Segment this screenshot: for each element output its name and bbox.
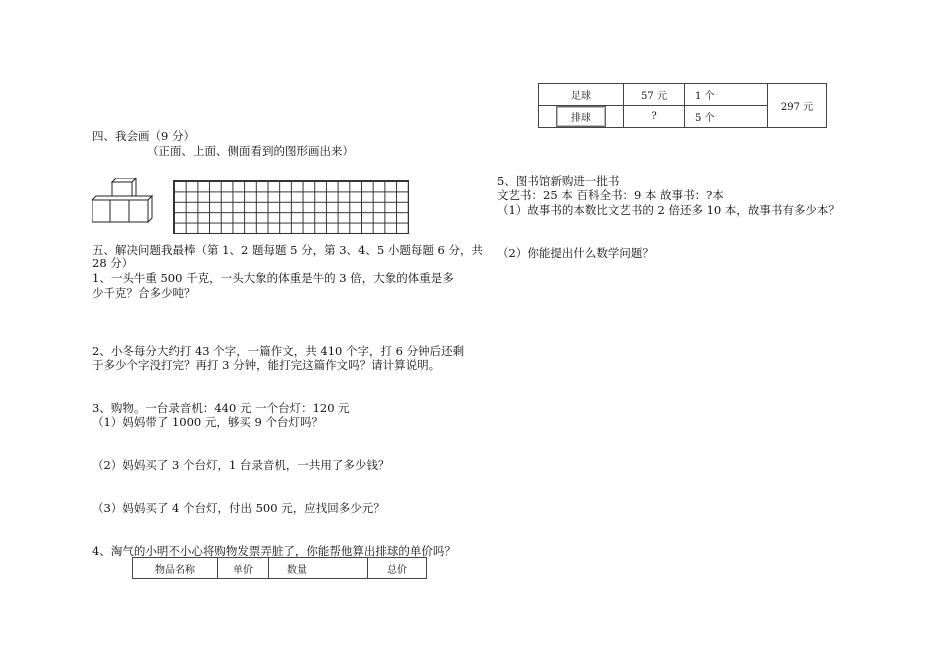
table-row bbox=[539, 84, 827, 106]
question-5-part-2: （2）你能提出什么数学问题？ bbox=[497, 246, 654, 260]
question-2: 2、小冬每分大约打 43 个字，一篇作文，共 410 个字，打 6 分钟后还剩 bbox=[92, 344, 465, 358]
invoice-table-continued bbox=[538, 83, 827, 128]
section-4-heading: 四、我会画（9 分） bbox=[92, 129, 195, 143]
header-unit-price: 单价 bbox=[218, 558, 269, 579]
section-5-heading-cont: 28 分） bbox=[92, 256, 134, 270]
section-4-subheading: （正面、上面、侧面看到的图形画出来） bbox=[147, 144, 354, 158]
question-1-cont: 少千克？合多少吨？ bbox=[92, 286, 196, 300]
question-3-part-1: （1）妈妈带了 1000 元，够买 9 个台灯吗？ bbox=[92, 415, 324, 429]
question-2-cont: 于多少个字没打完？再打 3 分钟，能打完这篇作文吗？请计算说明。 bbox=[92, 358, 441, 372]
unit-price-cell: 57 元 bbox=[624, 84, 685, 106]
question-5: 5、图书馆新购进一批书 bbox=[497, 174, 620, 188]
question-3-part-2: （2）妈妈买了 3 个台灯，1 台录音机，一共用了多少钱？ bbox=[92, 458, 390, 472]
quantity-cell: 1 个 bbox=[685, 84, 768, 106]
question-3: 3、购物。一台录音机：440 元 一个台灯：120 元 bbox=[92, 401, 350, 415]
question-5-part-1: （1）故事书的本数比文艺书的 2 倍还多 10 本，故事书有多少本？ bbox=[497, 203, 840, 217]
header-quantity: 数量 bbox=[269, 558, 368, 579]
volleyball-label: 排球 bbox=[556, 106, 606, 127]
question-1: 1、一头牛重 500 千克，一头大象的体重是牛的 3 倍，大象的体重是多 bbox=[92, 271, 454, 285]
invoice-table bbox=[132, 557, 427, 579]
question-5-books: 文艺书：25 本 百科全书：9 本 故事书：?本 bbox=[497, 188, 724, 202]
item-name-cell: 足球 bbox=[539, 84, 624, 106]
cube-stack-drawing bbox=[92, 178, 156, 224]
question-4: 4、淘气的小明不小心将购物发票弄脏了，你能帮他算出排球的单价吗？ bbox=[92, 544, 456, 558]
section-5-heading: 五、解决问题我最棒（第 1、2 题每题 5 分，第 3、4、5 小题每题 6 分，共 bbox=[92, 243, 483, 257]
drawing-grid[interactable] bbox=[173, 180, 409, 234]
item-name-cell bbox=[539, 106, 624, 128]
quantity-cell: 5 个 bbox=[685, 106, 768, 128]
header-total-price: 总价 bbox=[368, 558, 427, 579]
header-item-name: 物品名称 bbox=[133, 558, 218, 579]
table-header-row bbox=[133, 558, 427, 579]
question-3-part-3: （3）妈妈买了 4 个台灯，付出 500 元，应找回多少元？ bbox=[92, 501, 385, 515]
total-price-cell: 297 元 bbox=[768, 84, 827, 128]
unit-price-cell: ? bbox=[624, 106, 685, 128]
